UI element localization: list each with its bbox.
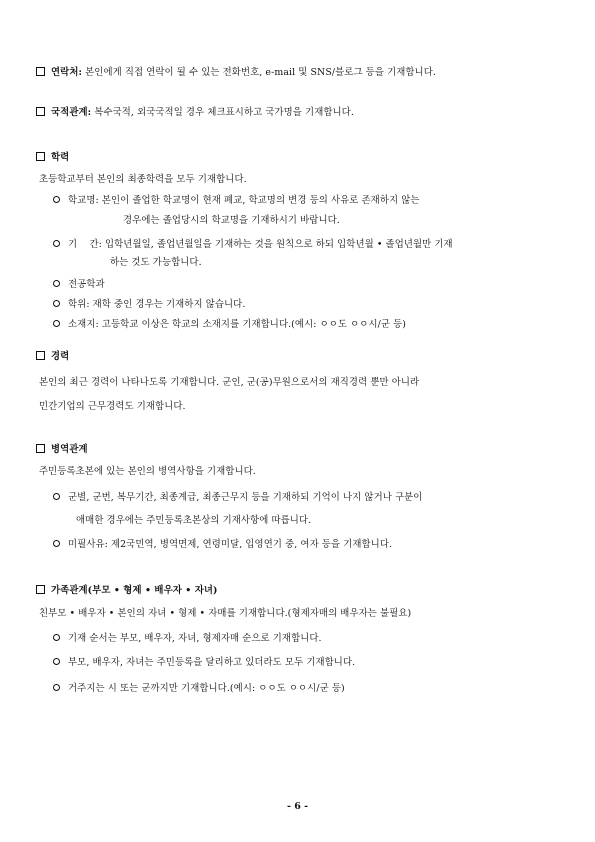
page-number: - 6 -: [286, 801, 309, 812]
education-location: 소재지: 고등학교 이상은 학교의 소재지를 기재합니다.(예시: ㅇㅇ도 ㅇㅇ시/군 등): [68, 319, 407, 330]
checkbox-icon: [36, 67, 45, 76]
checkbox-icon: [36, 585, 45, 594]
career-line1: 본인의 최근 경력이 나타나도록 기재합니다. 군인, 군(공)무원으로서의 재직경력 뿐만 아니라: [39, 377, 420, 388]
checkbox-icon: [36, 351, 45, 360]
military-bullet1-line2: 애매한 경우에는 주민등록초본상의 기재사항에 따릅니다.: [76, 515, 312, 526]
family-bullet3: 거주지는 시 또는 군까지만 기재합니다.(예시: ㅇㅇ도 ㅇㅇ시/군 등): [68, 683, 345, 694]
military-bullet2: 미필사유: 제2국민역, 병역면제, 연령미달, 입영연기 중, 여자 등을 기재합니다.: [68, 539, 393, 550]
bullet-circle-icon: [53, 684, 60, 691]
bullet-circle-icon: [53, 658, 60, 665]
education-period-line2: 하는 것도 가능합니다.: [110, 257, 202, 268]
military-intro: 주민등록초본에 있는 본인의 병역사항을 기재합니다.: [39, 466, 256, 477]
career-line2: 민간기업의 근무경력도 기재합니다.: [39, 401, 186, 412]
bullet-circle-icon: [53, 493, 60, 500]
nationality-heading: 국적관계:: [51, 107, 92, 118]
education-degree: 학위: 재학 중인 경우는 기재하지 않습니다.: [68, 299, 246, 310]
bullet-circle-icon: [53, 240, 60, 247]
military-heading: 병역관계: [51, 444, 88, 455]
education-intro: 초등학교부터 본인의 최종학력을 모두 기재합니다.: [39, 174, 247, 185]
education-school-line2: 경우에는 졸업당시의 학교명을 기재하시기 바랍니다.: [123, 215, 340, 226]
bullet-circle-icon: [53, 634, 60, 641]
checkbox-icon: [36, 107, 45, 116]
family-bullet2: 부모, 배우자, 자녀는 주민등록을 달리하고 있더라도 모두 기재합니다.: [68, 657, 356, 668]
career-heading: 경력: [51, 351, 70, 362]
education-major: 전공학과: [68, 279, 105, 290]
nationality-text: 복수국적, 외국국적일 경우 체크표시하고 국가명을 기재합니다.: [94, 107, 354, 118]
family-bullet1: 기재 순서는 부모, 배우자, 자녀, 형제자매 순으로 기재합니다.: [68, 633, 322, 644]
checkbox-icon: [36, 152, 45, 161]
family-intro: 친부모 • 배우자 • 본인의 자녀 • 형제 • 자매를 기재합니다.(형제자매의 배우자는 불필요): [39, 608, 412, 619]
bullet-circle-icon: [53, 320, 60, 327]
education-heading: 학력: [51, 152, 70, 163]
military-bullet1-line1: 군별, 군번, 복무기간, 최종계급, 최종근무지 등을 기재하되 기억이 나지 않거나 구분이: [68, 492, 423, 503]
contact-text: 본인에게 직접 연락이 될 수 있는 전화번호, e-mail 및 SNS/블로그 등을 기재합니다.: [85, 67, 436, 78]
education-school-line1: 학교명: 본인이 졸업한 학교명이 현재 폐교, 학교명의 변경 등의 사유로 존재하지 않는: [68, 195, 420, 206]
contact-heading: 연락처:: [51, 67, 83, 78]
family-heading: 가족관계(부모 • 형제 • 배우자 • 자녀): [51, 585, 218, 596]
bullet-circle-icon: [53, 196, 60, 203]
education-period-line1: 기 간: 입학년월일, 졸업년월일을 기재하는 것을 원칙으로 하되 입학년월 • 졸업년월만 기재: [68, 239, 453, 250]
bullet-circle-icon: [53, 540, 60, 547]
bullet-circle-icon: [53, 280, 60, 287]
bullet-circle-icon: [53, 300, 60, 307]
checkbox-icon: [36, 444, 45, 453]
